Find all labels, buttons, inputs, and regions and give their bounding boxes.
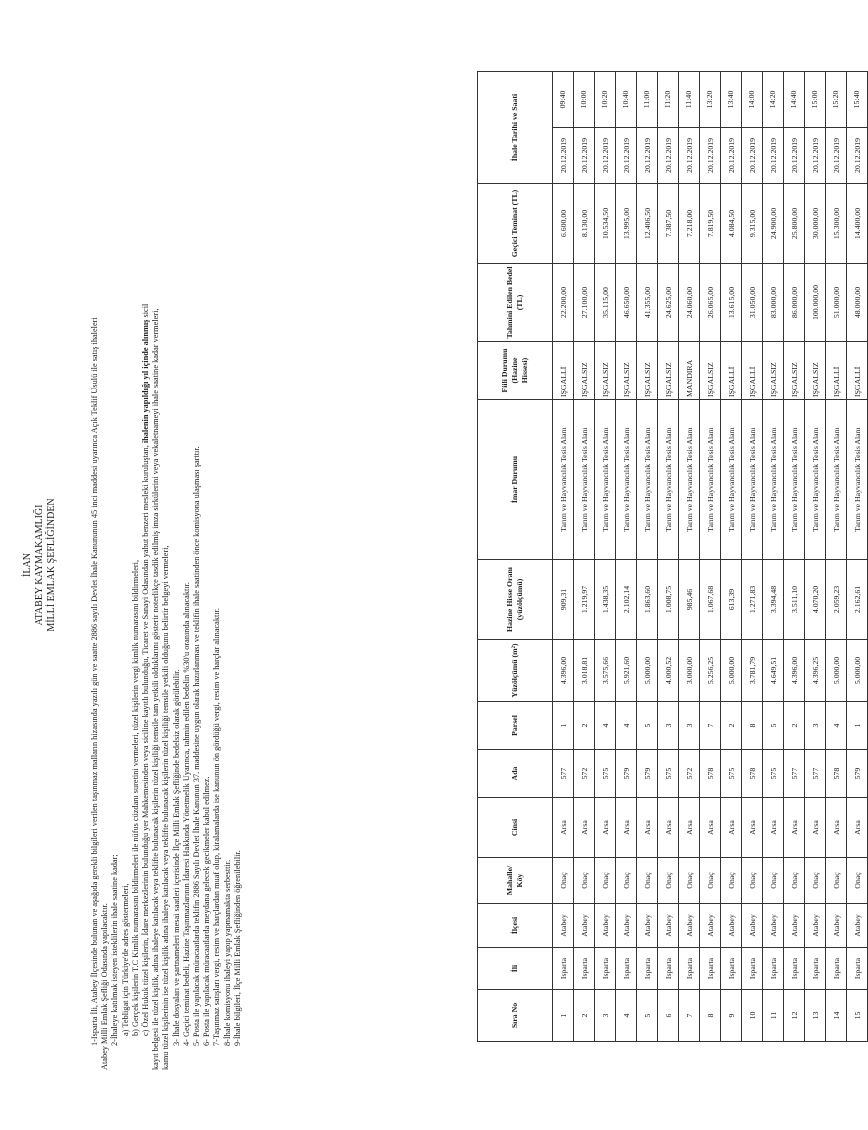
cell-il: Isparta (700, 948, 721, 990)
cell-hisse: 1.438,35 (595, 560, 616, 640)
cell-ada: 577 (553, 750, 574, 798)
cell-imar: Tarım ve Hayvancılık Tesis Alanı (700, 400, 721, 560)
cell-imar: Tarım ve Hayvancılık Tesis Alanı (826, 400, 847, 560)
cell-imar: Tarım ve Hayvancılık Tesis Alanı (679, 400, 700, 560)
paragraph-1b: Atabey Milli Emlak Şefliği Odasında yapılacaktır. (100, 903, 110, 1070)
cell-yuzolcumu: 4.396,00 (553, 640, 574, 702)
cell-ada: 579 (847, 750, 868, 798)
cell-saat: 15:00 (805, 72, 825, 128)
table-row (616, 72, 637, 1042)
paragraph-6: 6- Posta ile yapılacak müracaatlarda meydana gelecek gecikmeler kabul edilmez. (202, 776, 212, 1046)
cell-tarih-saat (742, 72, 763, 184)
cell-yuzolcumu: 4.396,00 (784, 640, 805, 702)
heading-title: İLAN (22, 553, 33, 577)
col-header-il: İli (478, 948, 553, 990)
cell-yuzolcumu: 5.000,00 (721, 640, 742, 702)
cell-saat: 10:40 (616, 72, 636, 128)
table-row (679, 72, 700, 1042)
cell-bedel: 48.000,00 (847, 264, 868, 342)
cell-cinsi: Arsa (805, 798, 826, 858)
cell-sira: 7 (679, 990, 700, 1042)
cell-sira: 10 (742, 990, 763, 1042)
col-header-ilce: İlçesi (478, 904, 553, 948)
cell-fiili: IŞGALLİ (742, 342, 763, 400)
cell-hisse: 1.008,75 (658, 560, 679, 640)
cell-parsel: 3 (658, 702, 679, 750)
cell-parsel: 1 (847, 702, 868, 750)
cell-yuzolcumu: 5.000,00 (826, 640, 847, 702)
paragraph-3: 3- İhale dosyaları ve şartnameleri mesai saatleri içerisinde İlçe Milli Emlak Şefliğinde bedelsiz olarak görülebilir. (171, 669, 181, 1046)
cell-il: Isparta (616, 948, 637, 990)
table-row (826, 72, 847, 1042)
cell-il: Isparta (721, 948, 742, 990)
col-header-sira: Sıra No (478, 990, 553, 1042)
cell-teminat: 7.387,50 (658, 184, 679, 264)
cell-saat: 14:00 (742, 72, 762, 128)
table-row (553, 72, 574, 1042)
cell-parsel: 1 (553, 702, 574, 750)
cell-tarih: 20.12.2019 (810, 137, 820, 174)
cell-ilce: Atabey (826, 904, 847, 948)
cell-tarih-saat (616, 72, 637, 184)
cell-imar: Tarım ve Hayvancılık Tesis Alanı (805, 400, 826, 560)
cell-imar: Tarım ve Hayvancılık Tesis Alanı (574, 400, 595, 560)
cell-saat: 13:20 (700, 72, 720, 128)
cell-teminat: 30.000,00 (805, 184, 826, 264)
cell-sira: 1 (553, 990, 574, 1042)
cell-teminat: 7.218,00 (679, 184, 700, 264)
cell-fiili: IŞGALLİ (847, 342, 868, 400)
cell-tarih-saat (574, 72, 595, 184)
cell-sira: 5 (637, 990, 658, 1042)
paragraph-1a: 1-Isparta İli, Atabey İlçesinde bulunan ve aşağıda gerekli bilgileri verilen taşınmaz malların hizasında yazılı gün ve saatte 2886 sayılı Devlet İhale Kanununun 45 inci maddesi uyarınca Açık Teklif Usulü ile satış ihaleleri (90, 317, 99, 1046)
cell-saat: 11:20 (658, 72, 678, 128)
cell-tarih-saat (700, 72, 721, 184)
cell-saat: 14:40 (784, 72, 804, 128)
cell-tarih: 20.12.2019 (642, 137, 652, 174)
cell-ada: 575 (721, 750, 742, 798)
cell-teminat: 10.534,50 (595, 184, 616, 264)
cell-saat: 11:40 (679, 72, 699, 128)
cell-yuzolcumu: 3.000,00 (679, 640, 700, 702)
cell-ilce: Atabey (574, 904, 595, 948)
cell-ada: 572 (679, 750, 700, 798)
cell-hisse: 1.271,83 (742, 560, 763, 640)
cell-cinsi: Arsa (679, 798, 700, 858)
cell-tarih: 20.12.2019 (600, 137, 610, 174)
cell-teminat: 7.819,50 (700, 184, 721, 264)
cell-ada: 575 (763, 750, 784, 798)
cell-saat: 13:40 (721, 72, 741, 128)
cell-parsel: 2 (721, 702, 742, 750)
cell-teminat: 12.406,50 (637, 184, 658, 264)
table-header-row (478, 72, 553, 1042)
cell-teminat: 4.084,50 (721, 184, 742, 264)
cell-cinsi: Arsa (826, 798, 847, 858)
cell-mahalle: Onaç (595, 858, 616, 904)
cell-mahalle: Onaç (574, 858, 595, 904)
cell-ada: 577 (805, 750, 826, 798)
table-row (574, 72, 595, 1042)
cell-saat: 15:20 (826, 72, 846, 128)
cell-teminat: 24.900,00 (763, 184, 784, 264)
cell-saat: 09:40 (553, 72, 573, 128)
table-row (721, 72, 742, 1042)
cell-fiili: IŞGALLİ (721, 342, 742, 400)
cell-mahalle: Onaç (763, 858, 784, 904)
cell-parsel: 5 (637, 702, 658, 750)
cell-mahalle: Onaç (637, 858, 658, 904)
cell-tarih: 20.12.2019 (831, 137, 841, 174)
cell-il: Isparta (784, 948, 805, 990)
announcement-body (90, 60, 243, 1070)
cell-parsel: 4 (595, 702, 616, 750)
cell-yuzolcumu: 5.921,60 (616, 640, 637, 702)
cell-ada: 575 (658, 750, 679, 798)
cell-hisse: 2.059,23 (826, 560, 847, 640)
cell-mahalle: Onaç (553, 858, 574, 904)
cell-cinsi: Arsa (763, 798, 784, 858)
cell-cinsi: Arsa (700, 798, 721, 858)
cell-tarih-saat (784, 72, 805, 184)
cell-sira: 3 (595, 990, 616, 1042)
cell-fiili: IŞGALLİ (553, 342, 574, 400)
cell-tarih-saat (805, 72, 826, 184)
cell-parsel: 5 (763, 702, 784, 750)
col-header-fiili: Fiili Durumu (Hazine Hissesi) (478, 342, 553, 400)
paragraph-2c-emphasis: ihalenin yapıldığı yıl içinde alınmış (141, 319, 151, 444)
cell-parsel: 4 (826, 702, 847, 750)
auction-table (477, 71, 868, 1042)
cell-ada: 578 (700, 750, 721, 798)
cell-saat: 15:40 (847, 72, 867, 128)
cell-ilce: Atabey (700, 904, 721, 948)
cell-teminat: 14.400,00 (847, 184, 868, 264)
cell-sira: 12 (784, 990, 805, 1042)
cell-il: Isparta (658, 948, 679, 990)
cell-fiili: IŞGALSIZ (763, 342, 784, 400)
cell-cinsi: Arsa (721, 798, 742, 858)
table-row (637, 72, 658, 1042)
cell-saat: 10:00 (574, 72, 594, 128)
paragraph-4: 4- Geçici teminat bedeli, Hazine Taşınmazlarının İdaresi Hakkında Yönetmelik Uyarınca, tahmin edilen bedelin %30'u oranında alınacaktır. (181, 582, 191, 1046)
cell-ilce: Atabey (616, 904, 637, 948)
cell-parsel: 3 (679, 702, 700, 750)
cell-parsel: 7 (700, 702, 721, 750)
cell-mahalle: Onaç (679, 858, 700, 904)
cell-tarih-saat (595, 72, 616, 184)
col-header-hisse: Hazine Hisse Oranı (yüzölçümü) (478, 560, 553, 640)
cell-parsel: 3 (805, 702, 826, 750)
cell-ada: 578 (826, 750, 847, 798)
cell-bedel: 26.065,00 (700, 264, 721, 342)
paragraph-2c (141, 60, 151, 1070)
cell-yuzolcumu: 5.000,00 (637, 640, 658, 702)
cell-teminat: 6.600,00 (553, 184, 574, 264)
cell-tarih-saat (763, 72, 784, 184)
col-header-parsel: Parsel (478, 702, 553, 750)
cell-fiili: IŞGALSIZ (700, 342, 721, 400)
cell-yuzolcumu: 4.396,25 (805, 640, 826, 702)
cell-fiili: IŞGALSIZ (784, 342, 805, 400)
cell-cinsi: Arsa (637, 798, 658, 858)
cell-tarih: 20.12.2019 (558, 137, 568, 174)
cell-cinsi: Arsa (616, 798, 637, 858)
cell-tarih-saat (658, 72, 679, 184)
cell-bedel: 46.650,00 (616, 264, 637, 342)
cell-ilce: Atabey (847, 904, 868, 948)
cell-mahalle: Onaç (700, 858, 721, 904)
cell-tarih-saat (637, 72, 658, 184)
table-body (553, 72, 868, 1042)
cell-tarih: 20.12.2019 (726, 137, 736, 174)
cell-ada: 578 (742, 750, 763, 798)
cell-bedel: 86.000,00 (784, 264, 805, 342)
table-row (847, 72, 868, 1042)
paragraph-7: 7-Taşınmaz satışları vergi, resim ve harçlardan muaf olup, kiralamalarda ise kanunun ön gördüğü vergi, resim ve harçlar alınacaktır. (212, 607, 222, 1046)
cell-sira: 9 (721, 990, 742, 1042)
cell-imar: Tarım ve Hayvancılık Tesis Alanı (721, 400, 742, 560)
table-row (700, 72, 721, 1042)
cell-cinsi: Arsa (553, 798, 574, 858)
cell-bedel: 41.355,00 (637, 264, 658, 342)
cell-ada: 579 (637, 750, 658, 798)
cell-mahalle: Onaç (784, 858, 805, 904)
paragraph-2c-text: c) Özel Hukuk tüzel kişilerin, İdare merkezlerinin bulunduğu yer Mahkemesinden veya siciline kayıtlı bulunduğu, Ticaret ve Sanayi Odasından yahut benzeri mesleki kuruluştan, (141, 445, 151, 1036)
cell-bedel: 22.200,00 (553, 264, 574, 342)
cell-tarih-saat (847, 72, 868, 184)
cell-saat: 14:20 (763, 72, 783, 128)
cell-mahalle: Onaç (616, 858, 637, 904)
cell-fiili: IŞGALSIZ (595, 342, 616, 400)
table-row (595, 72, 616, 1042)
announcement-heading (22, 0, 58, 1130)
cell-hisse: 2.162,61 (847, 560, 868, 640)
cell-tarih-saat (721, 72, 742, 184)
cell-tarih: 20.12.2019 (684, 137, 694, 174)
cell-parsel: 4 (616, 702, 637, 750)
cell-sira: 6 (658, 990, 679, 1042)
col-header-ada: Ada (478, 750, 553, 798)
cell-saat: 10:20 (595, 72, 615, 128)
cell-il: Isparta (595, 948, 616, 990)
cell-teminat: 15.300,00 (826, 184, 847, 264)
cell-yuzolcumu: 3.575,66 (595, 640, 616, 702)
cell-ada: 575 (595, 750, 616, 798)
col-header-tarih: İhale Tarihi ve Saati (478, 72, 553, 184)
cell-cinsi: Arsa (574, 798, 595, 858)
cell-fiili: IŞGALLİ (826, 342, 847, 400)
cell-saat: 11:00 (637, 72, 657, 128)
cell-bedel: 83.000,00 (763, 264, 784, 342)
cell-sira: 13 (805, 990, 826, 1042)
cell-bedel: 24.060,00 (679, 264, 700, 342)
cell-hisse: 909,31 (553, 560, 574, 640)
cell-il: Isparta (637, 948, 658, 990)
cell-bedel: 100.000,00 (805, 264, 826, 342)
col-header-cinsi: Cinsi (478, 798, 553, 858)
cell-tarih: 20.12.2019 (747, 137, 757, 174)
cell-hisse: 1.067,68 (700, 560, 721, 640)
cell-parsel: 2 (784, 702, 805, 750)
table-row (784, 72, 805, 1042)
cell-yuzolcumu: 5.000,00 (847, 640, 868, 702)
cell-tarih: 20.12.2019 (768, 137, 778, 174)
cell-bedel: 13.615,00 (721, 264, 742, 342)
cell-mahalle: Onaç (721, 858, 742, 904)
cell-ada: 572 (574, 750, 595, 798)
cell-il: Isparta (742, 948, 763, 990)
paragraph-2b: b) Gerçek kişilerin T.C Kimlik numarasını bildirmeleri ile nüfus cüzdanı suretini vermeleri, tüzel kişilerin vergi kimlik numarasını bildirmeleri, (130, 559, 140, 1036)
cell-tarih: 20.12.2019 (663, 137, 673, 174)
cell-mahalle: Onaç (805, 858, 826, 904)
cell-bedel: 27.100,00 (574, 264, 595, 342)
cell-hisse: 3.394,48 (763, 560, 784, 640)
cell-fiili: MANDIRA (679, 342, 700, 400)
cell-teminat: 13.995,00 (616, 184, 637, 264)
cell-hisse: 1.219,97 (574, 560, 595, 640)
cell-mahalle: Onaç (847, 858, 868, 904)
cell-hisse: 985,46 (679, 560, 700, 640)
cell-fiili: IŞGALSIZ (805, 342, 826, 400)
paragraph-2c-cont2: kamu tüzel kişilerinin ise tüzel kişilik adına ihaleye katılacak veya teklifte bulunacak kişilerin tüzel kişiliği temsile yetkili olduğunu belirtir belgeyi vermeleri, (161, 545, 171, 1070)
cell-imar: Tarım ve Hayvancılık Tesis Alanı (553, 400, 574, 560)
paragraph-8: 8-İhale komisyonu ihaleyi yapıp yapmamakta serbesttir. (222, 859, 232, 1046)
col-header-yuzolcumu: Yüzölçümü (m²) (478, 640, 553, 702)
paragraph-9: 9-İhale bilgileri, İlçe Milli Emlak Şefliğinden öğrenilebilir. (232, 850, 242, 1046)
cell-imar: Tarım ve Hayvancılık Tesis Alanı (616, 400, 637, 560)
cell-il: Isparta (679, 948, 700, 990)
cell-il: Isparta (574, 948, 595, 990)
cell-tarih: 20.12.2019 (579, 137, 589, 174)
cell-yuzolcumu: 3.781,79 (742, 640, 763, 702)
cell-imar: Tarım ve Hayvancılık Tesis Alanı (637, 400, 658, 560)
cell-sira: 14 (826, 990, 847, 1042)
cell-cinsi: Arsa (847, 798, 868, 858)
cell-mahalle: Onaç (742, 858, 763, 904)
cell-tarih: 20.12.2019 (852, 137, 862, 174)
paragraph-5: 5- Posta ile yapılacak müracaatlarda teklifin 2886 Sayılı Devlet İhale Kanunun 37. maddesine uygun olarak hazırlanması ve teklifin ihale saatinden önce komisyona ulaşması şarttır. (192, 446, 202, 1046)
cell-sira: 11 (763, 990, 784, 1042)
cell-teminat: 9.315,00 (742, 184, 763, 264)
cell-parsel: 2 (574, 702, 595, 750)
cell-sira: 2 (574, 990, 595, 1042)
cell-hisse: 3.511,10 (784, 560, 805, 640)
cell-ilce: Atabey (721, 904, 742, 948)
cell-bedel: 31.050,00 (742, 264, 763, 342)
cell-imar: Tarım ve Hayvancılık Tesis Alanı (658, 400, 679, 560)
cell-imar: Tarım ve Hayvancılık Tesis Alanı (763, 400, 784, 560)
cell-ada: 577 (784, 750, 805, 798)
cell-sira: 4 (616, 990, 637, 1042)
cell-teminat: 8.130,00 (574, 184, 595, 264)
cell-bedel: 24.625,00 (658, 264, 679, 342)
cell-sira: 15 (847, 990, 868, 1042)
table-row (742, 72, 763, 1042)
cell-tarih-saat (826, 72, 847, 184)
cell-ilce: Atabey (595, 904, 616, 948)
cell-parsel: 8 (742, 702, 763, 750)
table-row (658, 72, 679, 1042)
paragraph-2: 2-İhaleye katılmak isteyen isteklilerin ihale saatine kadar; (110, 854, 120, 1046)
cell-fiili: IŞGALSIZ (658, 342, 679, 400)
cell-ilce: Atabey (637, 904, 658, 948)
cell-ilce: Atabey (784, 904, 805, 948)
cell-hisse: 1.863,60 (637, 560, 658, 640)
paragraph-2c-cont: kayıt belgesi ile tüzel kişilik, adına ihaleye katılacak veya teklifte bulunacak kişilerin tüzel kişiliği temsile tam yetkili olduklarını gösterir noterlikçe tasdik edilmiş imza sirkülerini veya vekaletnameyi ihale saatine kadar vermeleri, (151, 308, 161, 1070)
cell-tarih: 20.12.2019 (789, 137, 799, 174)
col-header-bedel: Tahmini Edilen Bedel (TL) (478, 264, 553, 342)
cell-ilce: Atabey (763, 904, 784, 948)
cell-hisse: 4.070,20 (805, 560, 826, 640)
cell-cinsi: Arsa (658, 798, 679, 858)
paragraph-2a: a) Tebligat için Türkiye'de adres göstermeleri, (120, 883, 130, 1036)
cell-sira: 8 (700, 990, 721, 1042)
cell-fiili: IŞGALSIZ (637, 342, 658, 400)
cell-il: Isparta (826, 948, 847, 990)
cell-ada: 579 (616, 750, 637, 798)
table-row (763, 72, 784, 1042)
cell-tarih: 20.12.2019 (705, 137, 715, 174)
cell-ilce: Atabey (679, 904, 700, 948)
cell-mahalle: Onaç (826, 858, 847, 904)
cell-yuzolcumu: 3.018,81 (574, 640, 595, 702)
cell-mahalle: Onaç (658, 858, 679, 904)
cell-imar: Tarım ve Hayvancılık Tesis Alanı (784, 400, 805, 560)
cell-imar: Tarım ve Hayvancılık Tesis Alanı (742, 400, 763, 560)
cell-cinsi: Arsa (595, 798, 616, 858)
table-row (805, 72, 826, 1042)
heading-office: MİLLİ EMLAK ŞEFLİĞİNDEN (46, 498, 57, 632)
cell-ilce: Atabey (805, 904, 826, 948)
cell-bedel: 35.115,00 (595, 264, 616, 342)
cell-tarih-saat (679, 72, 700, 184)
col-header-teminat: Geçici Teminat (TL) (478, 184, 553, 264)
cell-cinsi: Arsa (742, 798, 763, 858)
col-header-mahalle: Mahalle/ Köy (478, 858, 553, 904)
paragraph-2c-tail: sicil (141, 303, 151, 318)
col-header-imar: İmar Durumu (478, 400, 553, 560)
cell-ilce: Atabey (553, 904, 574, 948)
cell-il: Isparta (847, 948, 868, 990)
cell-ilce: Atabey (658, 904, 679, 948)
cell-teminat: 25.800,00 (784, 184, 805, 264)
cell-il: Isparta (763, 948, 784, 990)
cell-fiili: IŞGALSIZ (616, 342, 637, 400)
cell-cinsi: Arsa (784, 798, 805, 858)
cell-il: Isparta (805, 948, 826, 990)
cell-imar: Tarım ve Hayvancılık Tesis Alanı (847, 400, 868, 560)
cell-il: Isparta (553, 948, 574, 990)
cell-yuzolcumu: 4.000,52 (658, 640, 679, 702)
cell-yuzolcumu: 5.256,25 (700, 640, 721, 702)
cell-hisse: 613,39 (721, 560, 742, 640)
cell-tarih: 20.12.2019 (621, 137, 631, 174)
heading-authority: ATABEY KAYMAKAMLIĞI (34, 504, 45, 626)
cell-tarih-saat (553, 72, 574, 184)
cell-yuzolcumu: 4.649,51 (763, 640, 784, 702)
cell-hisse: 2.102,14 (616, 560, 637, 640)
cell-bedel: 51.000,00 (826, 264, 847, 342)
cell-ilce: Atabey (742, 904, 763, 948)
cell-imar: Tarım ve Hayvancılık Tesis Alanı (595, 400, 616, 560)
cell-fiili: IŞGALSIZ (574, 342, 595, 400)
